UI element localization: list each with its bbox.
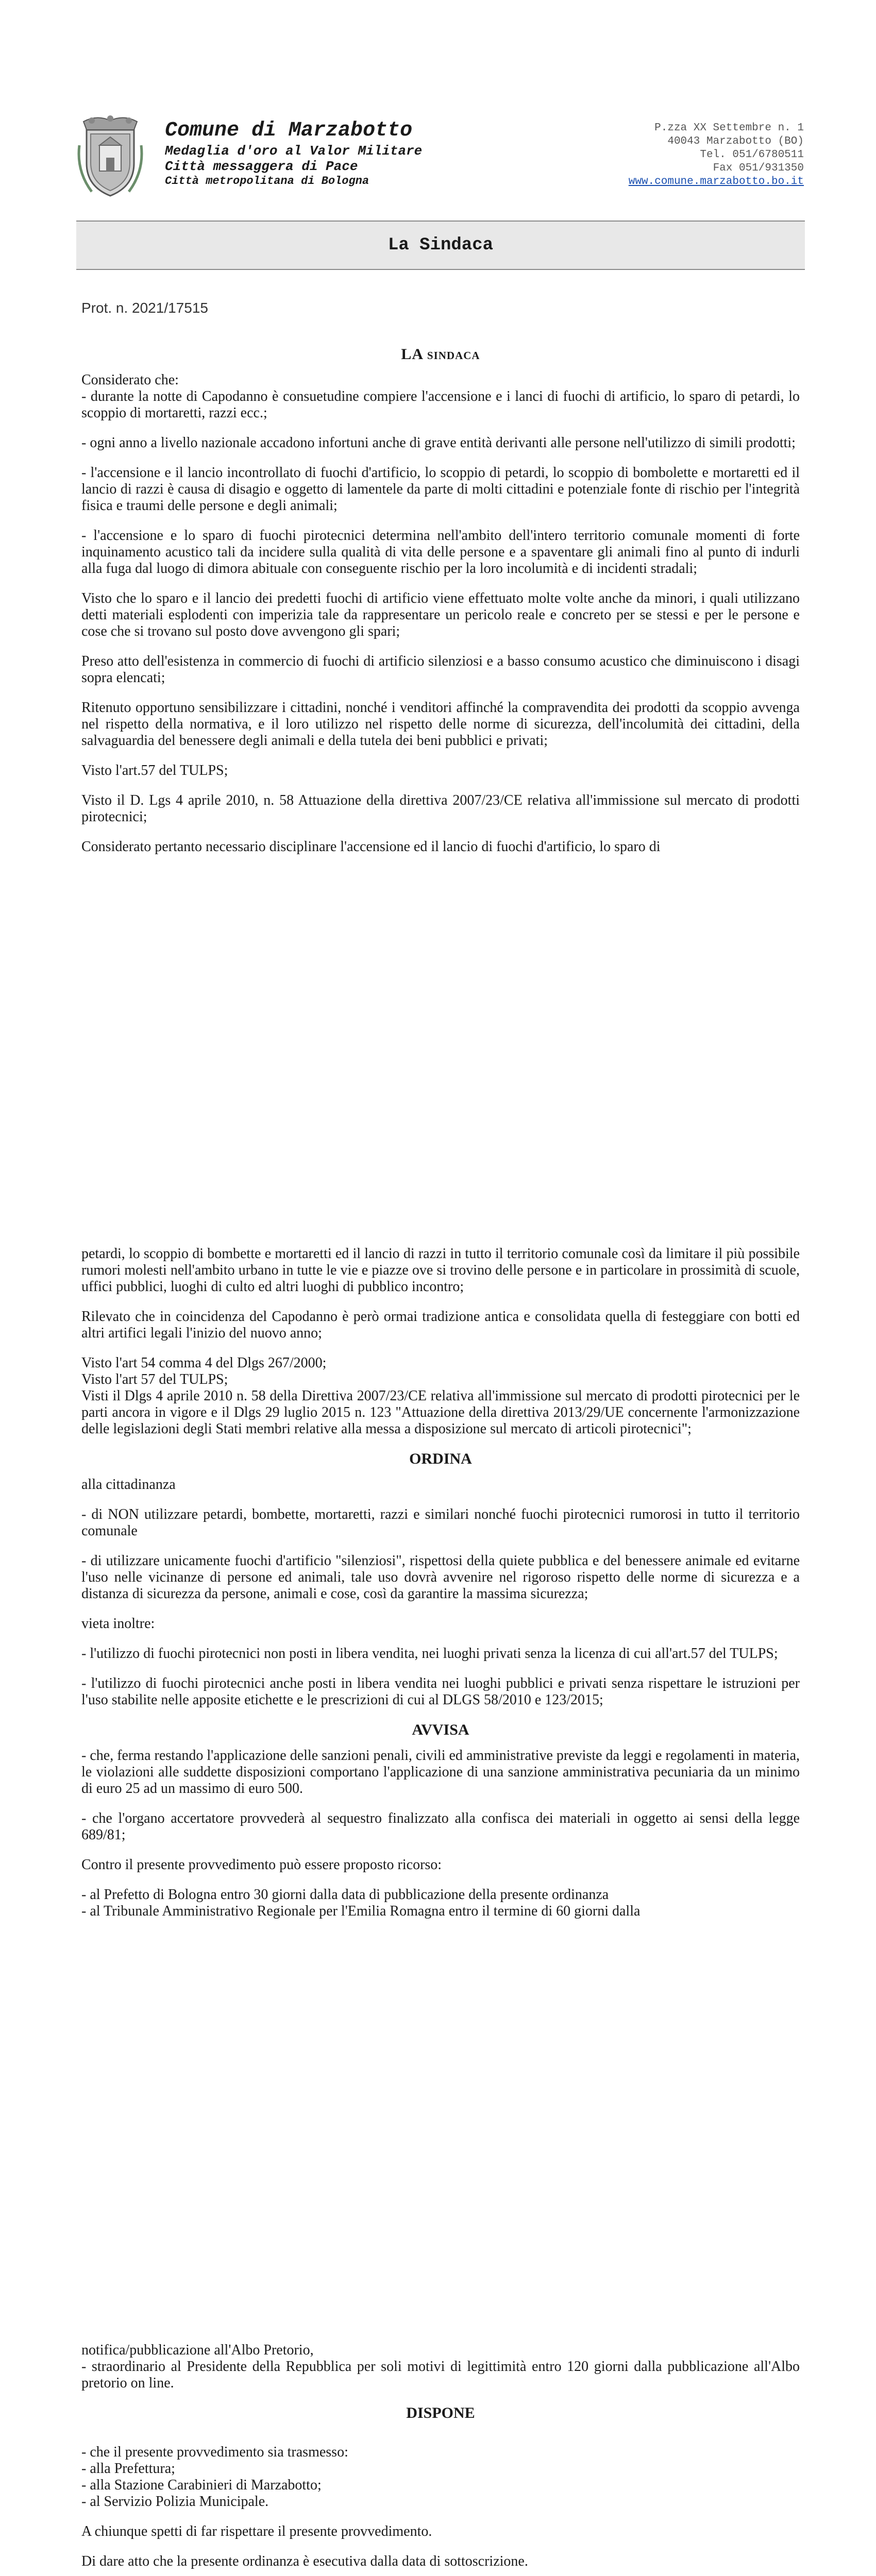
fax: Fax 051/931350 (713, 162, 804, 174)
paragraph: Visto l'art 54 comma 4 del Dlgs 267/2000; Visto l'art 57 del TULPS; Visti il Dlgs 4 aprile 2010 n. 58 della Direttiva 2007/23/CE relativa all'immissione sul mercato di prodotti pirotecnici per le parti ancora in vigore e il Dlgs 29 luglio 2015 n. 123 "Attuazione della direttiva 2013/29/UE concernente l'armonizzazione delle legislazioni degli Stati membri relative alla messa a disposizione sul mercato di articoli pirotecnici"; (81, 1355, 800, 1437)
page-1-body (81, 346, 800, 869)
paragraph: - ogni anno a livello nazionale accadono infortuni anche di grave entità derivanti alle persone nell'utilizzo di simili prodotti; (81, 435, 796, 451)
paragraph: - l'utilizzo di fuochi pirotecnici anche posti in libera vendita nei luoghi pubblici e privati senza rispettare le istruzioni per l'uso stabilite nelle apposite etichette e le prescrizioni di cui al DLGS 58/2010 e 123/2015; (81, 1675, 800, 1708)
document-heading: LA sindaca (401, 346, 480, 363)
header-contacts (541, 122, 804, 189)
paragraph: vieta inoltre: (81, 1616, 155, 1632)
paragraph: Visto il D. Lgs 4 aprile 2010, n. 58 Attuazione della direttiva 2007/23/CE relativa all'immissione sul mercato di prodotti pirotecnici; (81, 792, 800, 825)
section-heading-dispone: DISPONE (406, 2404, 475, 2421)
paragraph: - l'accensione e il lancio incontrollato di fuochi d'artificio, lo scoppio di petardi, lo scoppio di bombolette e mortaretti ed il lancio di razzi è causa di disagio e oggetto di lamentele da parte di molti cittadini e potenziale fonte di rischio per l'integrità fisica e traumi delle persone e degli animali; (81, 465, 800, 514)
header-line-2: Città messaggera di Pace (165, 159, 358, 174)
section-heading-avvisa: AVVISA (412, 1721, 469, 1738)
band-title: La Sindaca (388, 235, 494, 255)
paragraph: petardi, lo scoppio di bombette e mortaretti ed il lancio di razzi in tutto il territorio comunale così da limitare il più possibile rumori molesti nell'ambito urbano in tutte le vie e piazze ove si trovino delle persone e in particolare in prossimità di scuole, uffici pubblici, luoghi di culto ed altri luoghi di pubblico incontro; (81, 1246, 800, 1295)
paragraph: Di dare atto che la presente ordinanza è esecutiva dalla data di sottoscrizione. (81, 2553, 528, 2569)
municipality-name: Comune di Marzabotto (165, 119, 413, 142)
paragraph: - che l'organo accertatore provvederà al sequestro finalizzato alla confisca dei materiali in oggetto ai sensi della legge 689/81; (81, 1810, 800, 1843)
paragraph: Preso atto dell'esistenza in commercio di fuochi di artificio silenziosi e a basso consumo acustico che diminuiscono i disagi sopra elencati; (81, 653, 800, 686)
paragraph: - di NON utilizzare petardi, bombette, mortaretti, razzi e similari nonché fuochi pirotecnici rumorosi in tutto il territorio comunale (81, 1506, 800, 1539)
address-line-1: P.zza XX Settembre n. 1 (654, 122, 804, 134)
paragraph: Rilevato che in coincidenza del Capodanno è però ormai tradizione antica e consolidata quella di festeggiare con botti ed altri artifici legali l'inizio del nuovo anno; (81, 1309, 800, 1341)
paragraph: Visto l'art.57 del TULPS; (81, 762, 228, 778)
paragraph: alla cittadinanza (81, 1477, 176, 1493)
header-line-3: Città metropolitana di Bologna (165, 175, 369, 188)
page-2-body (81, 1246, 800, 1933)
paragraph: - al Prefetto di Bologna entro 30 giorni dalla data di pubblicazione della presente ordinanza - al Tribunale Amministrativo Regionale per l'Emilia Romagna entro il termine di 60 giorni dalla (81, 1887, 641, 1919)
paragraph: Contro il presente provvedimento può essere proposto ricorso: (81, 1857, 442, 1873)
paragraph: - di utilizzare unicamente fuochi d'artificio "silenziosi", rispettosi della quiete pubblica e del benessere animale ed evitarne l'uso nelle vicinanze di persone ed animali, tale uso dovrà avvenire nel rigoroso rispetto delle norme di sicurezza e a distanza di sicurezza da persone, animali e cose, così da garantire la massima sicurezza; (81, 1553, 800, 1602)
page-3-body (81, 2342, 800, 2576)
paragraph: - che il presente provvedimento sia trasmesso: - alla Prefettura; - alla Stazione Carabinieri di Marzabotto; - al Servizio Polizia Municipale. (81, 2444, 348, 2510)
protocol-number: Prot. n. 2021/17515 (81, 300, 208, 316)
address-line-2: 40043 Marzabotto (BO) (667, 135, 804, 147)
title-band (76, 221, 805, 270)
website-link[interactable]: www.comune.marzabotto.bo.it (628, 176, 804, 188)
paragraph: - che, ferma restando l'applicazione delle sanzioni penali, civili ed amministrative previste da leggi e regolamenti in materia, le violazioni alle suddette disposizioni comportano l'applicazione di una sanzione amministrativa pecuniaria da un minimo di euro 25 ad un massimo di euro 500. (81, 1748, 800, 1797)
header-municipality (165, 118, 526, 189)
paragraph: Visto che lo sparo e il lancio dei predetti fuochi di artificio viene effettuato molte volte anche da minori, i quali utilizzano detti materiali esplodenti con imperizia tale da rappresentare un pericolo reale e concreto per se stessi e per le persone e cose che si trovano sul posto dove avvengono gli spari; (81, 590, 800, 639)
paragraph: - l'accensione e lo sparo di fuochi pirotecnici determina nell'ambito dell'intero territorio comunale momenti di forte inquinamento acustico tali da incidere sulla qualità di vita delle persone e a spaventare gli animali fino al punto di indurli alla fuga dal luogo di dimora abituale con conseguente rischio per la loro incolumità e di incidenti stradali; (81, 528, 800, 577)
section-heading-ordina: ORDINA (409, 1450, 472, 1467)
paragraph: Ritenuto opportuno sensibilizzare i cittadini, nonché i venditori affinché la compravendita dei prodotti da scoppio avvenga nel rispetto della normativa, e il loro utilizzo nel rispetto delle norme di sicurezza, dell'incolumità dei cittadini, della salvaguardia del benessere degli animali e della tutela dei beni pubblici e privati; (81, 700, 800, 749)
paragraph: Considerato pertanto necessario disciplinare l'accensione ed il lancio di fuochi d'artificio, lo sparo di (81, 839, 661, 855)
header-line-1: Medaglia d'oro al Valor Militare (165, 143, 423, 159)
paragraph: Considerato che: - durante la notte di Capodanno è consuetudine compiere l'accensione e i lanci di fuochi di artificio, lo sparo di petardi, lo scoppio di mortaretti, razzi ecc.; (81, 372, 800, 421)
phone: Tel. 051/6780511 (700, 149, 804, 161)
paragraph: - l'utilizzo di fuochi pirotecnici non posti in libera vendita, nei luoghi privati senza la licenza di cui all'art.57 del TULPS; (81, 1646, 778, 1662)
coat-of-arms-logo (76, 114, 144, 198)
paragraph: A chiunque spetti di far rispettare il presente provvedimento. (81, 2523, 432, 2539)
paragraph: notifica/pubblicazione all'Albo Pretorio, - straordinario al Presidente della Repubblica per soli motivi di legittimità entro 120 giorni dalla pubblicazione all'Albo pretorio on line. (81, 2342, 800, 2391)
